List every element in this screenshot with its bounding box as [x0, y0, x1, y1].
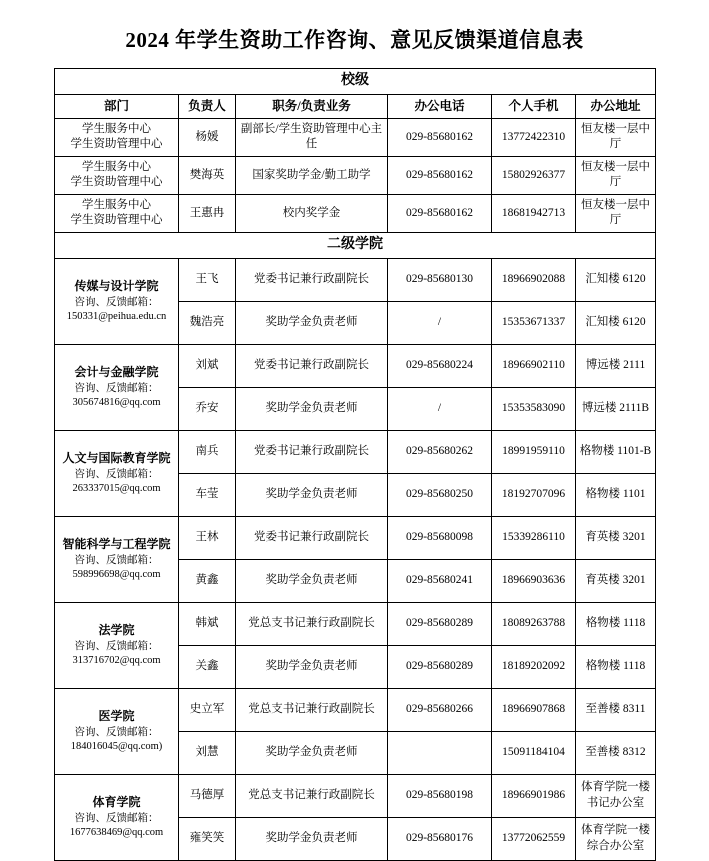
cell-person: 车莹: [179, 473, 236, 516]
cell-office-phone: 029-85680262: [388, 430, 492, 473]
dept-mail-value: 184016045@qq.com): [70, 741, 163, 753]
cell-role: 国家奖助学金/勤工助学: [236, 156, 388, 194]
cell-dept-group: [55, 688, 179, 774]
cell-mobile: 15802926377: [492, 156, 576, 194]
cell-office-phone: 029-85680289: [388, 645, 492, 688]
cell-office-phone: 029-85680176: [388, 817, 492, 860]
cell-person: 樊海英: [179, 156, 236, 194]
table-row: [55, 344, 656, 387]
cell-address: 汇知楼 6120: [576, 301, 656, 344]
cell-role: 党委书记兼行政副院长: [236, 258, 388, 301]
cell-office-phone: 029-85680098: [388, 516, 492, 559]
cell-address: 格物楼 1101: [576, 473, 656, 516]
cell-dept-group: [55, 258, 179, 344]
cell-person: 南兵: [179, 430, 236, 473]
cell-mobile: 18681942713: [492, 194, 576, 232]
cell-mobile: 18966901986: [492, 774, 576, 817]
column-header-dept: 部门: [55, 94, 179, 118]
cell-mobile: 18089263788: [492, 602, 576, 645]
cell-address: 格物楼 1101-B: [576, 430, 656, 473]
cell-address: 博远楼 2111: [576, 344, 656, 387]
dept-line-2: 学生资助管理中心: [70, 214, 163, 227]
dept-mail-value: 263337015@qq.com: [72, 483, 161, 495]
cell-dept: [55, 194, 179, 232]
dept-name: 体育学院: [92, 794, 141, 809]
cell-office-phone: /: [388, 387, 492, 430]
dept-mail-value: 598996698@qq.com: [72, 569, 161, 581]
table-row: [55, 602, 656, 645]
cell-mobile: 18966907868: [492, 688, 576, 731]
cell-address: 育英楼 3201: [576, 559, 656, 602]
cell-person: 杨媛: [179, 118, 236, 156]
section-band-school: 校级: [55, 69, 656, 95]
cell-address: 体育学院一楼书记办公室: [576, 774, 656, 817]
cell-person: 魏浩亮: [179, 301, 236, 344]
cell-office-phone: 029-85680224: [388, 344, 492, 387]
table-row: [55, 774, 656, 817]
cell-person: 史立军: [179, 688, 236, 731]
dept-line-2: 学生资助管理中心: [70, 138, 163, 151]
cell-role: 副部长/学生资助管理中心主任: [236, 118, 388, 156]
page-title: 2024 年学生资助工作咨询、意见反馈渠道信息表: [125, 28, 584, 52]
section-band-row: [55, 69, 656, 95]
cell-office-phone: 029-85680250: [388, 473, 492, 516]
dept-line-1: 学生服务中心: [82, 198, 151, 211]
cell-address: 恒友楼一层中厅: [576, 156, 656, 194]
dept-mail-label: 咨询、反馈邮箱：: [74, 727, 159, 739]
cell-mobile: 13772062559: [492, 817, 576, 860]
cell-person: 黄鑫: [179, 559, 236, 602]
table-row: [55, 258, 656, 301]
cell-address: 恒友楼一层中厅: [576, 194, 656, 232]
cell-office-phone: 029-85680162: [388, 156, 492, 194]
dept-mail-label: 咨询、反馈邮箱：: [74, 641, 159, 653]
cell-mobile: 15353583090: [492, 387, 576, 430]
cell-address: 格物楼 1118: [576, 645, 656, 688]
cell-address: 恒友楼一层中厅: [576, 118, 656, 156]
dept-name: 会计与金融学院: [74, 364, 159, 379]
cell-role: 奖助学金负责老师: [236, 731, 388, 774]
dept-name: 法学院: [98, 622, 135, 637]
section-band-colleges: 二级学院: [55, 232, 656, 258]
table-row: [55, 688, 656, 731]
table-container: [0, 68, 709, 861]
cell-mobile: 18192707096: [492, 473, 576, 516]
cell-person: 王飞: [179, 258, 236, 301]
cell-dept: [55, 156, 179, 194]
cell-office-phone: 029-85680241: [388, 559, 492, 602]
cell-mobile: 18966902088: [492, 258, 576, 301]
cell-role: 党总支书记兼行政副院长: [236, 602, 388, 645]
cell-person: 王惠冉: [179, 194, 236, 232]
cell-role: 奖助学金负责老师: [236, 817, 388, 860]
cell-dept-group: [55, 602, 179, 688]
cell-office-phone: 029-85680162: [388, 118, 492, 156]
cell-role: 奖助学金负责老师: [236, 473, 388, 516]
cell-mobile: 15339286110: [492, 516, 576, 559]
cell-role: 校内奖学金: [236, 194, 388, 232]
cell-office-phone: 029-85680266: [388, 688, 492, 731]
dept-name: 传媒与设计学院: [74, 278, 159, 293]
dept-mail-value: 305674816@qq.com: [72, 397, 161, 409]
cell-office-phone: 029-85680198: [388, 774, 492, 817]
cell-role: 奖助学金负责老师: [236, 387, 388, 430]
cell-mobile: 18966903636: [492, 559, 576, 602]
cell-dept-group: [55, 774, 179, 860]
cell-person: 乔安: [179, 387, 236, 430]
dept-mail-value: 1677638469@qq.com: [69, 827, 164, 839]
table-row: [55, 430, 656, 473]
cell-person: 雍笑笑: [179, 817, 236, 860]
cell-role: 奖助学金负责老师: [236, 559, 388, 602]
table-row: [55, 194, 656, 232]
cell-person: 马德厚: [179, 774, 236, 817]
table-header-row: [55, 94, 656, 118]
cell-role: 党总支书记兼行政副院长: [236, 774, 388, 817]
dept-name: 人文与国际教育学院: [62, 450, 171, 465]
cell-address: 至善楼 8311: [576, 688, 656, 731]
column-header-office-phone: 办公电话: [388, 94, 492, 118]
dept-line-1: 学生服务中心: [82, 122, 151, 135]
cell-person: 韩斌: [179, 602, 236, 645]
cell-address: 育英楼 3201: [576, 516, 656, 559]
cell-office-phone: [388, 731, 492, 774]
funding-contact-table: [54, 68, 656, 861]
dept-mail-value: 313716702@qq.com: [72, 655, 161, 667]
cell-mobile: 13772422310: [492, 118, 576, 156]
dept-line-1: 学生服务中心: [82, 160, 151, 173]
cell-role: 奖助学金负责老师: [236, 645, 388, 688]
column-header-address: 办公地址: [576, 94, 656, 118]
cell-mobile: 18966902110: [492, 344, 576, 387]
cell-office-phone: 029-85680289: [388, 602, 492, 645]
cell-office-phone: 029-85680130: [388, 258, 492, 301]
cell-role: 党委书记兼行政副院长: [236, 516, 388, 559]
cell-person: 王林: [179, 516, 236, 559]
cell-mobile: 15091184104: [492, 731, 576, 774]
column-header-mobile: 个人手机: [492, 94, 576, 118]
cell-address: 体育学院一楼综合办公室: [576, 817, 656, 860]
dept-mail-value: 150331@peihua.edu.cn: [66, 311, 167, 323]
table-row: [55, 118, 656, 156]
cell-dept-group: [55, 344, 179, 430]
cell-address: 博远楼 2111B: [576, 387, 656, 430]
cell-mobile: 18189202092: [492, 645, 576, 688]
column-header-role: 职务/负责业务: [236, 94, 388, 118]
section-band-row: [55, 232, 656, 258]
column-header-person: 负责人: [179, 94, 236, 118]
cell-address: 至善楼 8312: [576, 731, 656, 774]
cell-person: 关鑫: [179, 645, 236, 688]
cell-person: 刘慧: [179, 731, 236, 774]
dept-name: 医学院: [98, 708, 135, 723]
cell-role: 党委书记兼行政副院长: [236, 344, 388, 387]
cell-mobile: 18991959110: [492, 430, 576, 473]
cell-dept-group: [55, 430, 179, 516]
table-row: [55, 516, 656, 559]
cell-mobile: 15353671337: [492, 301, 576, 344]
dept-mail-label: 咨询、反馈邮箱：: [74, 297, 159, 309]
cell-dept-group: [55, 516, 179, 602]
cell-person: 刘斌: [179, 344, 236, 387]
dept-mail-label: 咨询、反馈邮箱：: [74, 469, 159, 481]
table-row: [55, 156, 656, 194]
dept-line-2: 学生资助管理中心: [70, 176, 163, 189]
dept-mail-label: 咨询、反馈邮箱：: [74, 555, 159, 567]
cell-dept: [55, 118, 179, 156]
dept-name: 智能科学与工程学院: [62, 536, 171, 551]
cell-address: 格物楼 1118: [576, 602, 656, 645]
cell-role: 党总支书记兼行政副院长: [236, 688, 388, 731]
cell-office-phone: 029-85680162: [388, 194, 492, 232]
dept-mail-label: 咨询、反馈邮箱：: [74, 383, 159, 395]
cell-office-phone: /: [388, 301, 492, 344]
dept-mail-label: 咨询、反馈邮箱：: [74, 813, 159, 825]
cell-address: 汇知楼 6120: [576, 258, 656, 301]
cell-role: 党委书记兼行政副院长: [236, 430, 388, 473]
cell-role: 奖助学金负责老师: [236, 301, 388, 344]
